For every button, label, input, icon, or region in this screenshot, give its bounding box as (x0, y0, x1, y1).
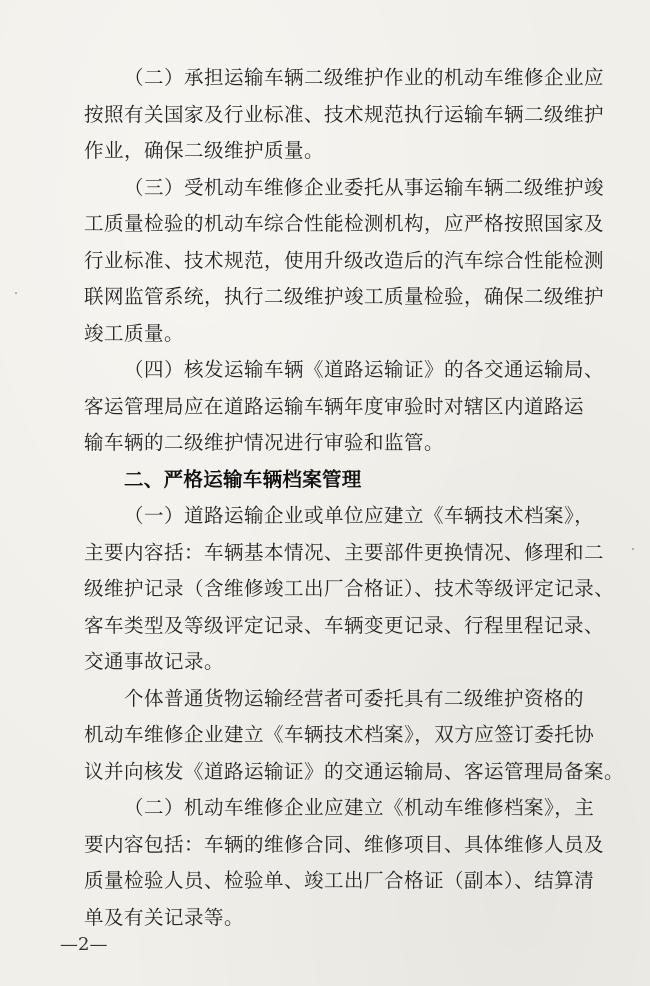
paragraph-line: 级维护记录（含维修竣工出厂合格证）、技术等级评定记录、 (84, 577, 615, 600)
paragraph-line: （二）承担运输车辆二级维护作业的机动车维修企业应 (124, 66, 605, 89)
paragraph-line: （三）受机动车维修企业委托从事运输车辆二级维护竣 (124, 175, 605, 199)
paragraph-line: 联网监管系统，执行二级维护竣工质量检验，确保二级维护 (84, 285, 605, 308)
scan-speck (632, 548, 634, 550)
paragraph-line: 主要内容括：车辆基本情况、主要部件更换情况、修理和二 (84, 540, 605, 564)
section-heading: 二、严格运输车辆档案管理 (124, 467, 362, 491)
paragraph-line: （一）道路运输企业或单位应建立《车辆技术档案》， (124, 504, 595, 527)
document-body (84, 60, 625, 936)
paragraph-line: 机动车维修企业建立《车辆技术档案》，双方应签订委托协 (84, 723, 595, 746)
paragraph-line: 按照有关国家及行业标准、技术规范执行运输车辆二级维护 (84, 102, 605, 126)
paragraph-line: （二）机动车维修企业应建立《机动车维修档案》，主 (124, 796, 595, 819)
paragraph-line: 个体普通货物运输经营者可委托具有二级维护资格的 (124, 686, 585, 710)
paragraph-line: 要内容包括：车辆的维修合同、维修项目、具体维修人员及 (84, 832, 605, 856)
paragraph-line: 议并向核发《道路运输证》的交通运输局、客运管理局备案。 (84, 759, 625, 783)
paragraph-line: 客车类型及等级评定记录、车辆变更记录、行程里程记录、 (84, 613, 605, 637)
paragraph-line: 输车辆的二级维护情况进行审验和监管。 (84, 431, 445, 454)
paragraph-line: 单及有关记录等。 (84, 905, 245, 929)
paragraph-line: 交通事故记录。 (84, 650, 225, 673)
paragraph-line: 客运管理局应在道路运输车辆年度审验时对辖区内道路运 (84, 394, 585, 418)
paragraph-line: 作业，确保二级维护质量。 (84, 139, 325, 162)
paragraph-line: 工质量检验的机动车综合性能检测机构，应严格按照国家及 (84, 212, 605, 235)
scan-speck (15, 292, 17, 294)
paragraph-line: （四）核发运输车辆《道路运输证》的各交通运输局、 (124, 358, 605, 381)
paragraph-line: 行业标准、技术规范，使用升级改造后的汽车综合性能检测 (84, 248, 605, 272)
page-number: —2— (60, 934, 108, 955)
paragraph-line: 质量检验人员、检验单、竣工出厂合格证（副本）、结算清 (84, 869, 595, 892)
paragraph-line: 竣工质量。 (84, 321, 185, 345)
